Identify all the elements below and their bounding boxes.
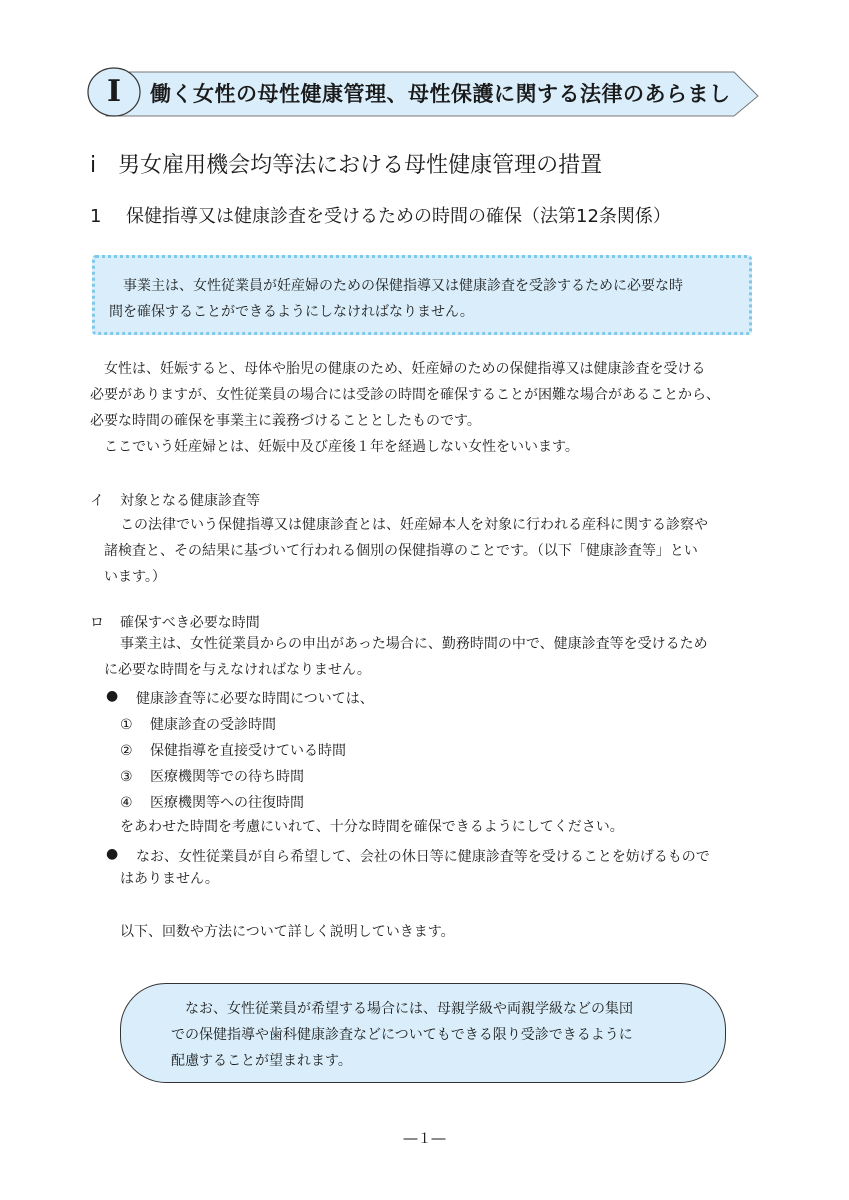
list-text: 健康診査の受診時間 [150,717,276,733]
item-i-line-2: 諸検査と、その結果に基づいて行われる個別の保健指導のことです。（以下「健康診査等」とい [104,543,698,559]
note-box [120,983,726,1083]
list-number: ② [120,743,133,759]
note-line-3: 配慮することが望まれます。 [171,1053,352,1069]
list-text: 医療機関等への往復時間 [150,795,304,811]
subsection-title: 保健指導又は健康診査を受けるための時間の確保（法第12条関係） [126,206,671,227]
page-number: ―１― [403,1131,446,1147]
list-text: 保健指導を直接受けている時間 [150,743,346,759]
bullet-dot-icon: ● [106,846,119,862]
item-i-mark: イ [90,493,104,509]
list-item [120,766,304,786]
section-heading: i 男女雇用機会均等法における母性健康管理の措置 [90,153,603,178]
item-ro-heading [90,612,260,632]
list-item [120,740,346,760]
bullet-item-1 [106,688,374,708]
list-number: ③ [120,769,133,785]
item-ro-line-1: 事業主は、女性従業員からの申出があった場合に、勤務時間の中で、健康診査等を受けるため [120,636,708,652]
bullet-1-text: 健康診査等に必要な時間については、 [136,691,374,707]
bullet-2-line-1: なお、女性従業員が自ら希望して、会社の休日等に健康診査等を受けることを妨げるもので [136,849,710,865]
chapter-title: 働く女性の母性健康管理、母性保護に関する法律のあらまし [150,82,731,106]
after-list-text: をあわせた時間を考慮にいれて、十分な時間を確保できるようにしてください。 [120,819,624,835]
note-line-2: での保健指導や歯科健康診査などについてもできる限り受診できるように [171,1027,633,1043]
item-i-title: 対象となる健康診査等 [120,493,260,509]
intro-line-2: 必要がありますが、女性従業員の場合には受診の時間を確保することが困難な場合があることから、 [90,387,720,403]
chapter-banner [86,64,760,120]
list-text: 医療機関等での待ち時間 [150,769,304,785]
item-i-heading [90,490,260,510]
item-ro-mark: ロ [90,615,104,631]
subsection-number: 1 [90,206,102,227]
subsection-heading [90,202,671,228]
list-number: ① [120,717,133,733]
item-ro-line-2: に必要な時間を与えなければなりません。 [104,662,371,678]
item-i-line-1: この法律でいう保健指導又は健康診査とは、妊産婦本人を対象に行われる産科に関する診察や [120,517,708,533]
list-number: ④ [120,795,133,811]
item-i-line-3: います。） [104,569,166,585]
bullet-2-line-2: はありません。 [120,871,219,887]
intro-line-1: 女性は、妊娠すると、母体や胎児の健康のため、妊産婦のための保健指導又は健康診査を受ける [104,361,706,377]
notice-box [92,255,752,335]
item-ro-title: 確保すべき必要な時間 [120,615,260,631]
bullet-dot-icon: ● [106,688,119,704]
list-item [120,792,304,812]
list-item [120,714,276,734]
note-line-1: なお、女性従業員が希望する場合には、母親学級や両親学級などの集団 [171,1001,633,1017]
intro-line-3: 必要な時間の確保を事業主に義務づけることとしたものです。 [90,413,481,429]
closing-text: 以下、回数や方法について詳しく説明していきます。 [120,924,455,940]
notice-line-2: 間を確保することができるようにしなければなりません。 [109,304,474,320]
intro-line-4: ここでいう妊産婦とは、妊娠中及び産後１年を経過しない女性をいいます。 [104,439,579,455]
notice-line-1: 事業主は、女性従業員が妊産婦のための保健指導又は健康診査を受診するために必要な時 [109,278,683,294]
chapter-number: I [106,74,122,109]
bullet-item-2 [106,846,710,866]
